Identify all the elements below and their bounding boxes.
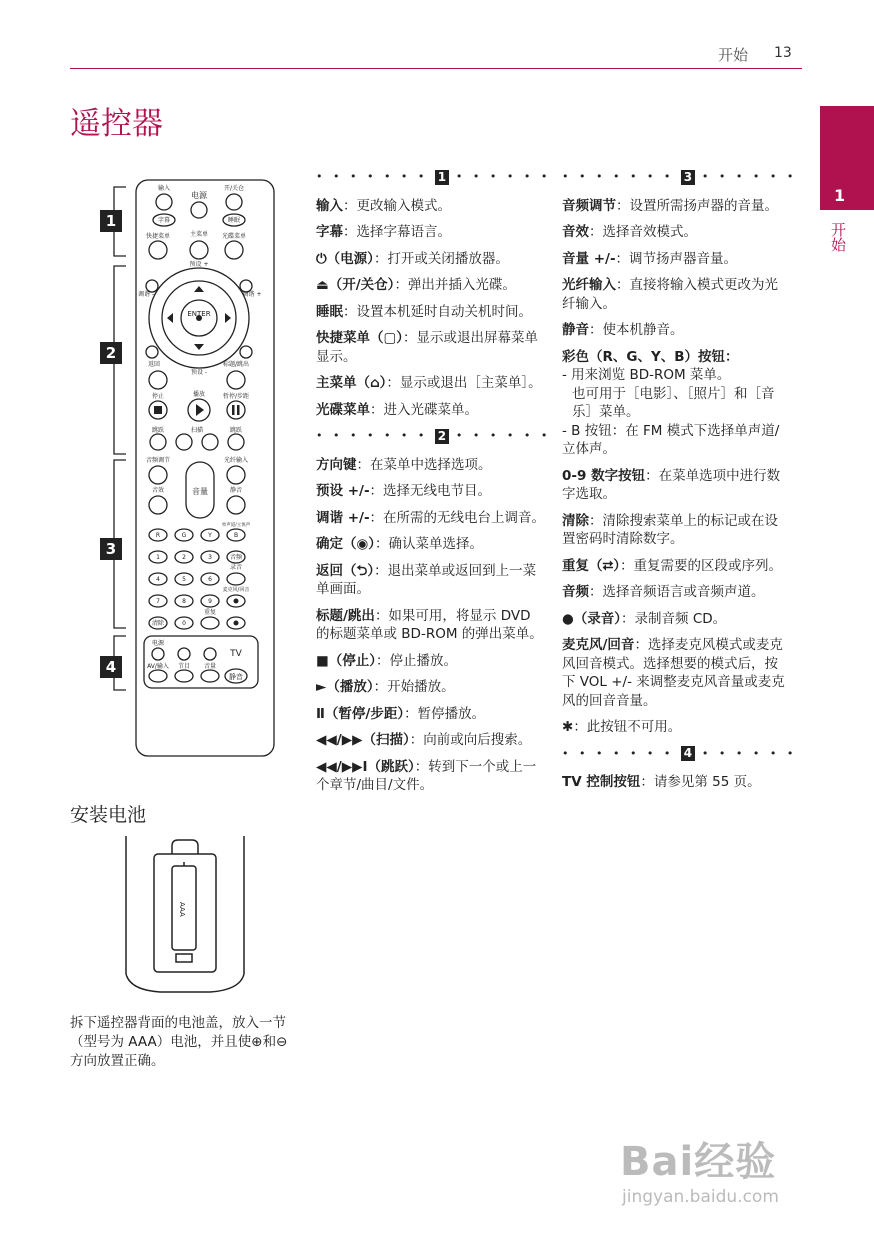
- description-item: 麦克风/回音：选择麦克风模式或麦克风回音模式。选择想要的模式后，按下 VOL +/- 来调整麦克风音量或麦克风的回音音量。: [562, 637, 785, 709]
- description-item: 音效：选择音效模式。: [562, 224, 697, 240]
- description-item: 清除：清除搜索菜单上的标记或在设置密码时清除数字。: [562, 512, 778, 547]
- remote-label-input: 输入: [157, 185, 171, 192]
- description-item: 主菜单（⌂）：显示或退出［主菜单］。: [316, 375, 542, 391]
- remote-label-sleep: 睡眠: [227, 217, 241, 224]
- remote-label-vol: 音量: [203, 663, 217, 670]
- remote-label-n1: 1: [156, 554, 160, 561]
- description-item: 输入：更改输入模式。: [316, 197, 451, 214]
- remote-label-title: 标题/跳出: [222, 361, 250, 368]
- description-item: ●（录音）：录制音频 CD。: [562, 610, 727, 627]
- description-item: 光碟菜单：进入光碟菜单。: [316, 401, 478, 418]
- remote-label-effect: 音效: [151, 487, 165, 494]
- remote-label-n6: 6: [208, 576, 212, 583]
- remote-label-volume: 音量: [192, 487, 208, 496]
- description-item: 方向键：在菜单中选择选项。: [316, 456, 492, 473]
- minus-icon: ⊖: [276, 1034, 288, 1050]
- description-item: 返回（⮌）：退出菜单或返回到上一菜单画面。: [316, 562, 537, 597]
- chapter-tab-label: 开始: [829, 222, 847, 252]
- callout-4: 4: [100, 656, 122, 678]
- remote-label-n4: 4: [156, 576, 160, 583]
- remote-label-n5: 5: [182, 576, 186, 583]
- description-item: 字幕：选择字幕语言。: [316, 224, 451, 240]
- section-divider-1: • • • • • • • 1 • • • • • •: [316, 169, 551, 184]
- description-item: 0-9 数字按钮：在菜单选项中进行数字选取。: [562, 467, 781, 502]
- remote-label-r: R: [155, 532, 161, 539]
- section-divider-2: • • • • • • • 2 • • • • • •: [316, 428, 551, 443]
- remote-label-rec: 录音: [229, 564, 243, 571]
- description-item: 调谐 +/-：在所需的无线电台上调音。: [316, 509, 546, 526]
- description-item: ⏏（开/关仓）：弹出并插入光碟。: [316, 277, 516, 293]
- remote-label-eject: 开/关仓: [223, 185, 245, 192]
- remote-label-pause: 暂停/步距: [222, 393, 250, 400]
- description-column-1: [316, 166, 551, 803]
- description-item: ◀◀/▶▶（扫描）：向前或向后搜索。: [316, 732, 532, 748]
- remote-label-home: 主菜单: [189, 231, 209, 238]
- remote-label-n2: 2: [182, 554, 186, 561]
- description-item: 音频：选择音频语言或音频声道。: [562, 584, 765, 600]
- page-title: 遥控器: [70, 106, 163, 142]
- remote-label-eq: 音频调节: [145, 457, 171, 464]
- remote-label-skip-right: 跳跃: [229, 427, 243, 434]
- remote-label-back: 返回: [147, 361, 161, 368]
- remote-label-n9: 9: [208, 598, 212, 605]
- remote-label-n7: 7: [156, 598, 160, 605]
- remote-label-mono: 单声道/立体声: [221, 523, 251, 528]
- remote-label-n8: 8: [182, 598, 186, 605]
- remote-label-disc: 光碟菜单: [221, 233, 247, 240]
- description-item: ◀◀/▶▶I（跳跃）：转到下一个或上一个章节/曲目/文件。: [316, 758, 537, 793]
- remote-label-quick: 快捷菜单: [145, 233, 171, 240]
- remote-label-optical: 光纤输入: [223, 457, 249, 464]
- battery-label: AAA: [178, 902, 186, 917]
- battery-illustration: [120, 834, 250, 998]
- description-item: 静音：使本机静音。: [562, 322, 684, 338]
- page-number: 13: [774, 45, 792, 61]
- remote-control-illustration: [96, 170, 276, 760]
- running-header-section: 开始: [718, 46, 749, 64]
- description-item: 标题/跳出：如果可用，将显示 DVD 的标题菜单或 BD-ROM 的弹出菜单。: [316, 607, 543, 642]
- remote-label-tv-mute: 静音: [229, 673, 243, 681]
- remote-label-tune-down: 调谐 -: [137, 291, 155, 298]
- color-buttons-desc: 彩色（R、G、Y、B）按钮： - 用来浏览 BD-ROM 菜单。 也可用于［电影］、［照片］和［音乐］菜单。 - B 按钮：在 FM 模式下选择单声道/立体声。: [562, 348, 780, 457]
- description-item: 睡眠：设置本机延时自动关机时间。: [316, 303, 532, 320]
- remote-label-scan: 扫描: [190, 427, 204, 434]
- remote-label-clear: 清除: [151, 620, 165, 627]
- section-divider-3: • • • • • • • 3 • • • • • •: [562, 169, 797, 184]
- watermark: Bai经验 jingyan.baidu.com: [620, 1139, 779, 1207]
- remote-label-y: Y: [208, 532, 212, 539]
- description-item: ►（播放）：开始播放。: [316, 679, 455, 695]
- description-item: ■（停止）：停止播放。: [316, 652, 458, 669]
- callout-2: 2: [100, 342, 122, 364]
- remote-label-prog: 节目: [177, 663, 191, 670]
- description-item: 音频调节：设置所需扬声器的音量。: [562, 197, 778, 214]
- remote-label-enter: ENTER: [187, 310, 211, 318]
- remote-label-subtitle: 字幕: [157, 217, 171, 224]
- remote-label-n3: 3: [208, 554, 212, 561]
- description-item: Ⅱ（暂停/步距）：暂停播放。: [316, 705, 486, 722]
- description-item: 预设 +/-：选择无线电节目。: [316, 483, 492, 499]
- remote-label-tv-power: 电源: [151, 640, 165, 647]
- header-rule: [70, 68, 802, 69]
- battery-section-title: 安装电池: [70, 804, 147, 826]
- description-item: 音量 +/-：调节扬声器音量。: [562, 250, 738, 267]
- remote-label-mic: 麦克风/回音: [222, 587, 250, 593]
- remote-label-preset-down: 预设 -: [190, 369, 208, 376]
- remote-label-repeat: 重复: [203, 609, 217, 616]
- remote-label-power: 电源: [191, 191, 207, 200]
- chapter-tab: [820, 106, 874, 210]
- remote-label-tune-up: 调谐 +: [242, 291, 262, 298]
- callout-3: 3: [100, 538, 122, 560]
- description-item: 重复（⮂）：重复需要的区段或序列。: [562, 557, 783, 574]
- remote-label-n0: 0: [182, 620, 186, 627]
- plus-icon: ⊕: [251, 1034, 263, 1050]
- description-item: TV 控制按钮：请参见第 55 页。: [562, 774, 761, 790]
- description-item: 光纤输入：直接将输入模式更改为光纤输入。: [562, 277, 778, 312]
- battery-instructions: 拆下遥控器背面的电池盖，放入一节（型号为 AAA）电池，并且使⊕和⊖方向放置正确。: [70, 1015, 288, 1069]
- remote-label-b: B: [233, 532, 239, 539]
- remote-label-skip-left: 跳跃: [151, 427, 165, 434]
- description-item: 确定（◉）：确认菜单选择。: [316, 536, 484, 552]
- remote-label-audio: 音频: [229, 554, 243, 561]
- remote-label-mute: 静音: [229, 487, 243, 494]
- chapter-tab-number: 1: [834, 186, 846, 205]
- section-divider-4: • • • • • • • 4 • • • • • •: [562, 746, 797, 760]
- remote-label-g: G: [181, 532, 187, 539]
- remote-label-av: AV/输入: [147, 663, 169, 670]
- callout-1: 1: [100, 210, 122, 232]
- description-item: ⏻（电源）：打开或关闭播放器。: [316, 250, 509, 267]
- description-item: ✱：此按钮不可用。: [562, 719, 682, 735]
- description-item: 快捷菜单（▢）：显示或退出屏幕菜单显示。: [316, 330, 539, 365]
- remote-label-stop: 停止: [151, 393, 165, 400]
- description-column-2: [562, 166, 797, 800]
- remote-label-play: 播放: [192, 391, 206, 398]
- remote-label-tv: TV: [230, 649, 242, 659]
- remote-label-preset-up: 预设 +: [189, 261, 209, 268]
